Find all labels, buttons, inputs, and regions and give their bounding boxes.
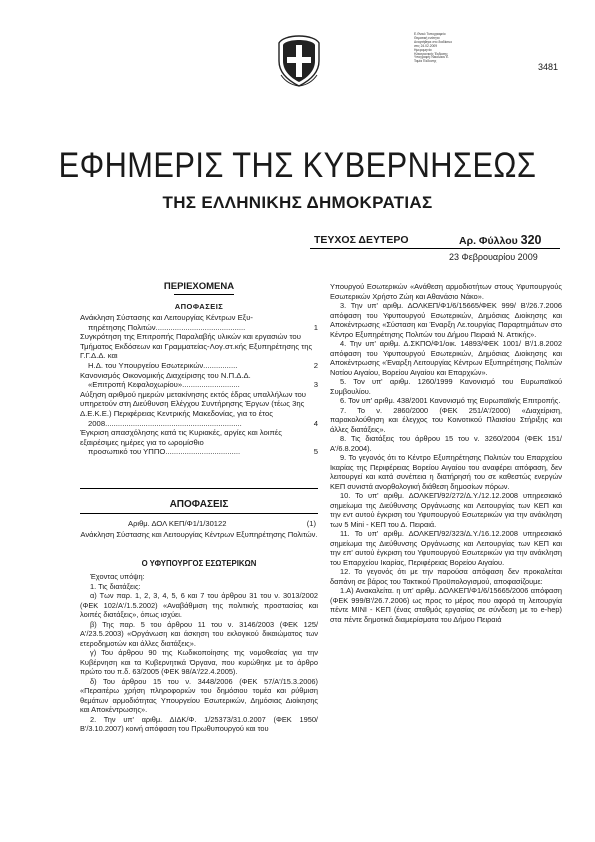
toc-item-continuation: «Επιτροπή Κεφαλοχωρίου»........................... [88, 380, 240, 390]
body-paragraph: Έχοντας υπόψη: [90, 572, 145, 581]
gazette-title: ΕΦΗΜΕΡΙΣ ΤΗΣ ΚΥΒΕΡΝΗΣΕΩΣ [58, 146, 537, 185]
page-number: 3481 [538, 62, 559, 72]
toc-item [80, 371, 318, 390]
toc-item-continuation: 2008................................................................ [88, 418, 242, 428]
section-rule-top [80, 488, 318, 489]
toc-subheading: ΑΠΟΦΑΣΕΙΣ [174, 302, 224, 311]
sheet-number [459, 233, 542, 247]
body-paragraph: Υπουργού Εσωτερικών «Ανάθεση αρμοδιοτήτων στους Υφυπουργούς Εσωτερικών Χρήστο Ζώη και Αθανάσιο Νάκο». [330, 282, 562, 301]
body-paragraph: 4. Την υπ' αριθμ. Δ.ΣΚΠΟ/Φ1/οικ. 14893/ΦΕΚ 1001/ Β'/1.8.2002 απόφαση του Υφυπουργού Εσωτερικών, Δημόσιας Διοίκησης και Αποκέντρωσης «Έναρξη Λειτουργίας Κέντρων Εξυπηρέτησης Πολιτών Νοτίου Αιγαίου, Βορείου Αιγαίου και Επαρχιών». [330, 339, 562, 377]
toc-heading-rule [174, 294, 234, 295]
toc-item-continuation: προσωπικό του ΥΠΠΟ................................... [88, 447, 241, 457]
table-of-contents [80, 313, 318, 457]
body-paragraph: δ) Του άρθρου 15 του ν. 3448/2006 (ΦΕΚ 57/Α'/15.3.2006) «Περαιτέρω χρήση πληροφοριών του δημόσιου τομέα και ρύθμιση θεμάτων αρμοδιότητας Υπουργείου Εσωτερικών, Δημόσιας Διοίκησης και Αποκέντρωσης». [80, 676, 318, 714]
decision-ref-number: (1) [306, 519, 316, 528]
toc-item-text: Κανονισμός Οικονομικής Διαχείρισης του Ν.Π.Δ.Δ. [80, 370, 251, 380]
body-paragraph: 2. Την υπ' αριθμ. ΔΙΔΚ/Φ. 1/25373/31.0.2007 (ΦΕΚ 1950/ Β'/3.10.2007) κοινή απόφαση του Πρωθυπουργού και του [80, 714, 318, 733]
gazette-subtitle: ΤΗΣ ΕΛΛΗΝΙΚΗΣ ΔΗΜΟΚΡΑΤΙΑΣ [162, 193, 433, 212]
body-paragraph: γ) Του άρθρου 90 της Κωδικοποίησης της νομοθεσίας για την Κυβέρνηση και τα Κυβερνητικά Όργανα, που κυρώθηκε με το άρθρο πρώτο του π.δ. 63/2005 (ΦΕΚ 98/Α'/22.4.2005). [80, 648, 318, 676]
body-paragraph: 8. Τις διατάξεις του άρθρου 15 του ν. 3260/2004 (ΦΕΚ 151/Α'/6.8.2004). [330, 434, 562, 453]
stamp-line: Αναρτήθηκε στο διαδίκτυο [414, 39, 453, 44]
toc-item [80, 332, 318, 370]
body-paragraph: 1. Τις διατάξεις: [90, 581, 141, 591]
stamp-line: στις 24.02.2009 [414, 43, 438, 48]
toc-item-text: Αύξηση αριθμού ημερών μετακίνησης εκτός έδρας υπαλλήλων του υπηρετούν στη Διεύθυνση Ελέγχου Συντήρησης Έργων (τέως 3ης Δ.Ε.Κ.Ε.) Περιφέρειας Κεντρικής Μακεδονίας, για το έτος [80, 389, 307, 418]
stamp-line: Υπογραφή: Νικολάου Ε. [414, 55, 450, 60]
body-paragraph: 7. Το ν. 2860/2000 (ΦΕΚ 251/Α'/2000) «Διαχείριση, παρακολούθηση και έλεγχος του Κοινοτικού Πλαισίου Στήριξης και άλλες διατάξεις». [330, 405, 562, 434]
decisions-section-title: ΑΠΟΦΑΣΕΙΣ [169, 499, 229, 510]
toc-item-page: 1 [313, 322, 318, 332]
toc-item-page: 4 [313, 418, 318, 428]
toc-item-page: 3 [313, 380, 318, 390]
decision-ref-label: Αριθμ. ΔΟΛ ΚΕΠ/Φ1/1/30122 [128, 519, 227, 528]
greek-coat-of-arms-emblem [277, 35, 321, 87]
toc-item-text: Συγκρότηση της Επιτροπής Παραλαβής υλικών και εργασιών του Τμήματος Εκδόσεων και Γραμματείας-Λογ.στ.κής Εξυπηρέτησης της Γ.Γ.Δ.Δ. και [80, 332, 313, 361]
body-paragraph: β) Της παρ. 5 του άρθρου 11 του ν. 3146/2003 (ΦΕΚ 125/Α'/23.5.2003) «Οργάνωση και άσκηση του εκλογικού δικαιώματος των ετεροδημοτών και άλλες διατάξεις». [80, 619, 318, 648]
body-paragraph: 9. Το γεγονός ότι το Κέντρο Εξυπηρέτησης Πολιτών του Επαρχείου Ικαρίας της Περιφέρειας Βορείου Αιγαίου του αναφέρει απόφαση, δεν λειτουργεί και κατά συνέπεια η διατήρησή του σε καθεστώς ενεργών ΚΕΠ συνιστά ανορθολογική διάθεση δημοσίων πόρων. [330, 453, 562, 491]
sheet-number-value: 320 [520, 233, 542, 247]
header-rule [310, 248, 560, 249]
toc-item-page: 5 [313, 447, 318, 457]
stamp-line: Ημερομηνία [414, 47, 432, 52]
body-paragraph: 1.Α) Ανακαλείτα. η υπ' αριθμ. ΔΟΛΚΕΠ/Φ1/6/15665/2006 απόφαση (ΦΕΚ 999/Β'/26.7.2006) ως προς το μέρος που αφορά τη λειτουργία πέντε MINI - ΚΕΠ (ένας σταθμός εργασίας σε σύνδεση με το e-hep) στα πέντε δημοτικά διαμερίσματα του Δήμου Πειραιά [330, 586, 562, 624]
toc-heading: ΠΕΡΙΕΧΟΜΕΝΑ [163, 281, 235, 292]
body-paragraph: 6. Τον υπ' αριθμ. 438/2001 Κανονισμό της Ευρωπαϊκής Επιτροπής. [340, 396, 561, 405]
decision-body-right-column [330, 282, 562, 624]
toc-item [80, 313, 318, 332]
toc-item-text: Ανάκληση Σύστασης και Λειτουργίας Κέντρων Εξυ- [80, 313, 253, 322]
stamp-line: Ταμία Έκδοσης [414, 59, 437, 64]
sheet-label: Αρ. Φύλλου [459, 235, 518, 247]
stamp-line: Ηλεκτρονικής Έκδοσης [414, 51, 448, 56]
issue-label: ΤΕΥΧΟΣ ΔΕΥΤΕΡΟ [314, 234, 409, 246]
electronic-publication-stamp [414, 33, 474, 64]
stamp-line: Ε.Θνικό Τυπογραφείο [414, 32, 446, 36]
toc-item [80, 428, 318, 457]
issue-date: 23 Φεβρουαρίου 2009 [449, 252, 538, 262]
body-paragraph: 3. Την υπ' αριθμ. ΔΟΛΚΕΠ/Φ1/6/15665/ΦΕΚ 999/ Β'/26.7.2006 απόφαση του Υφυπουργού Εσωτερικών, Δημόσιας Διοίκησης και Αποκέντρωσης «Σύσταση και Έναρξη Λε.τουργίας Παραρτημάτων στο Κέντρο Εξυπηρέτησης Πολιτών του Δήμου Πειραιά Ν. Αττικής». [330, 301, 562, 339]
toc-item-page: 2 [313, 360, 318, 370]
body-paragraph: 11. Το υπ' αριθμ. ΔΟΛΚΕΠ/92/323/Δ.Υ./16.12.2008 υπηρεσιακό σημείωμα της Διεύθυνσης Οργάνωσης και Λειτουργίας των ΚΕΠ και την επ' αυτού έγκριση του Υφυπουργού Εσωτερικών για την ανάκληση του Επαρχείου Ικαρίας, Περιφέρειας Βορείου Αιγαίου. [330, 529, 562, 567]
body-paragraph: 12. Το γεγονός ότι με την παρούσα απόφαση δεν προκαλείται δαπάνη σε βάρος του Τακτικού Προϋπολογισμού, αποφασίζουμε: [330, 567, 562, 586]
toc-item-continuation: Η.Δ. του Υπουργείου Εσωτερικών................ [88, 360, 238, 370]
body-paragraph: 10. Το υπ' αριθμ. ΔΟΛΚΕΠ/92/272/Δ.Υ./12.12.2008 υπηρεσιακό σημείωμα της Διεύθυνσης Οργάνωσης και Λειτουργίας των ΚΕΠ και την εντ αυτού έγκριση του Υφυπουργού Εσωτερικών για την ανάκληση των 5 Mini - ΚΕΠ του Δ. Πειραιά. [330, 491, 562, 529]
toc-item-continuation: πηρέτησης Πολιτών.......................................... [88, 322, 246, 332]
body-paragraph: 5. Τον υπ' αριθμ. 1260/1999 Κανονισμό του Ευρωπαϊκού Συμβουλίου. [330, 377, 562, 396]
minister-heading: Ο ΥΦΥΠΟΥΡΓΟΣ ΕΣΩΤΕΡΙΚΩΝ [141, 559, 257, 568]
stamp-line: Θεματική ενότητα [414, 35, 440, 40]
toc-item [80, 390, 318, 428]
decision-body-left-column [80, 572, 318, 734]
decision-subject: Ανάκληση Σύστασης και Λειτουργίας Κέντρων Εξυπηρέτησης Πολιτών. [80, 530, 318, 539]
toc-item-text: Έγκριση απασχόλησης κατά τις Κυριακές, αργίες και λοιπές εξαιρέσιμες ημέρες για το ωρομίσθιο [80, 428, 282, 447]
body-paragraph: α) Των παρ. 1, 2, 3, 4, 5, 6 και 7 του άρθρου 31 του ν. 3013/2002 (ΦΕΚ 102/Α'/1.5.2002) «Αναβάθμιση της πολιτικής προστασίας και λοιπές διατάξεις», όπως ισχύει. [80, 591, 318, 619]
section-rule-bottom [80, 513, 318, 514]
